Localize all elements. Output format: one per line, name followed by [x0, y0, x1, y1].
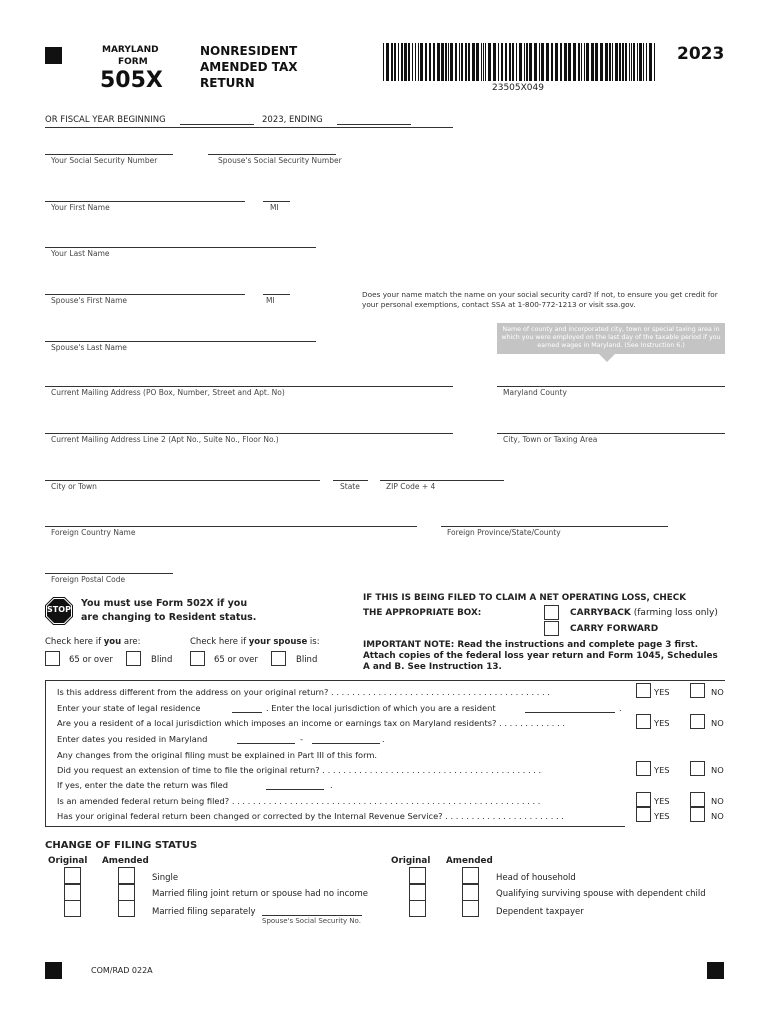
nol-line1: IF THIS IS BEING FILED TO CLAIM A NET OPERATING LOSS, CHECK	[363, 593, 687, 603]
form-number: 505X	[100, 68, 163, 93]
barcode-bar	[643, 43, 644, 81]
q8-no-label: NO	[711, 796, 724, 806]
address2-label: Current Mailing Address Line 2 (Apt No., Suite No., Floor No.)	[51, 435, 279, 444]
you-65-label: 65 or over	[69, 655, 113, 665]
amended-header-left: Amended	[102, 856, 149, 866]
barcode-bar	[629, 43, 630, 81]
question-date-filed: If yes, enter the date the return was filed	[57, 780, 228, 790]
first-name-input[interactable]	[45, 201, 245, 202]
ssn-input[interactable]	[45, 154, 173, 155]
you-blind-checkbox[interactable]	[126, 651, 141, 666]
barcode-bar	[564, 43, 567, 81]
barcode-bar	[546, 43, 549, 81]
barcode-bar	[591, 43, 594, 81]
stop-line1: You must use Form 502X if you	[81, 598, 248, 609]
city-taxing-area-label: City, Town or Taxing Area	[503, 435, 598, 444]
barcode-bar	[383, 43, 384, 81]
barcode-bar	[445, 43, 447, 81]
barcode-bar	[472, 43, 475, 81]
joint-label: Married filing joint return or spouse had no income	[152, 889, 368, 899]
barcode-bar	[516, 43, 517, 81]
stop-line2: are changing to Resident status.	[81, 612, 257, 623]
foreign-province-input[interactable]	[441, 526, 668, 527]
mi-input[interactable]	[263, 201, 290, 202]
carryback-label	[570, 608, 718, 618]
county-tooltip-pointer	[599, 354, 615, 362]
spouse-blind-checkbox[interactable]	[271, 651, 286, 666]
spouse-last-name-label: Spouse's Last Name	[51, 343, 127, 352]
barcode-bar	[649, 43, 652, 81]
q9-no-label: NO	[711, 811, 724, 821]
q9-yes-checkbox[interactable]	[636, 807, 651, 822]
state-label: State	[340, 482, 360, 491]
you-blind-label: Blind	[151, 655, 173, 665]
barcode-bar	[646, 43, 647, 81]
foreign-country-input[interactable]	[45, 526, 417, 527]
question-changes-explained: Any changes from the original filing must be explained in Part III of this form.	[57, 750, 378, 760]
barcode-bar	[654, 43, 655, 81]
last-name-label: Your Last Name	[51, 249, 110, 258]
barcode-bar	[415, 43, 416, 81]
you-65-checkbox[interactable]	[45, 651, 60, 666]
barcode-bar	[612, 43, 613, 81]
registration-mark-bottom-right	[707, 962, 724, 979]
barcode-bar	[465, 43, 467, 81]
joint-amended-checkbox[interactable]	[118, 884, 135, 901]
single-original-checkbox[interactable]	[64, 867, 81, 884]
barcode-bar	[448, 43, 449, 81]
barcode-bar	[488, 43, 491, 81]
barcode-bar	[401, 43, 403, 81]
barcode-bar	[539, 43, 540, 81]
barcode-bar	[639, 43, 642, 81]
barcode-bar	[433, 43, 435, 81]
barcode-bar	[615, 43, 618, 81]
barcode-bar	[450, 43, 453, 81]
county-tooltip-text: Name of county and incorporated city, town or special taxing area in which you were employed on the last day of the taxable period if you earned wages in Maryland. (See Instruction 6.)	[501, 326, 721, 349]
hoh-label: Head of household	[496, 873, 576, 883]
maryland-label: MARYLAND	[102, 45, 159, 55]
state-residence-input[interactable]	[232, 712, 262, 713]
spouse-ssn-input[interactable]	[208, 154, 336, 155]
nol-line2: THE APPROPRIATE BOX:	[363, 608, 482, 618]
barcode-bar	[560, 43, 562, 81]
q6-yes-checkbox[interactable]	[636, 761, 651, 776]
barcode-bar	[524, 43, 525, 81]
first-name-label: Your First Name	[51, 203, 110, 212]
carryforward-checkbox[interactable]	[544, 621, 559, 636]
barcode-bar	[578, 43, 580, 81]
question-amended-federal: Is an amended federal return being filed? . . . . . . . . . . . . . . . . . . . . . . . . . . . . . . . . . . . . . . . . . . . . . . . . . . . . . . . . . . .	[57, 796, 541, 806]
q3-no-label: NO	[711, 718, 724, 728]
stop-sign-text: STOP	[47, 605, 71, 614]
check-spouse-label	[190, 637, 320, 647]
barcode-bar	[418, 43, 419, 81]
question-dates-resided: Enter dates you resided in Maryland	[57, 734, 208, 744]
important-note-line1: IMPORTANT NOTE: Read the instructions and complete page 3 first.	[363, 640, 699, 650]
name-match-note: Does your name match the name on your social security card? If not, to ensure you get credit for your personal exemptions, contact SSA at 1-800-772-1213 or visit ssa.gov.	[362, 290, 718, 309]
barcode-bar	[420, 43, 423, 81]
barcode-bar	[412, 43, 413, 81]
barcode-bar	[505, 43, 507, 81]
qss-original-checkbox[interactable]	[409, 884, 426, 901]
foreign-province-label: Foreign Province/State/County	[447, 528, 561, 537]
title-line2: AMENDED TAX	[200, 60, 298, 74]
barcode-bar	[429, 43, 431, 81]
carryforward-label: CARRY FORWARD	[570, 624, 659, 634]
question-extension: Did you request an extension of time to file the original return? . . . . . . . . . . . . . . . . . . . . . . . . . . . . . . . . . . . . . . . . . .	[57, 765, 542, 775]
fiscal-underline	[45, 127, 453, 128]
q6-no-label: NO	[711, 765, 724, 775]
important-note-line2: Attach copies of the federal loss year return and Form 1045, Schedules	[363, 651, 718, 661]
separate-label: Married filing separately	[152, 907, 256, 917]
separate-original-checkbox[interactable]	[64, 900, 81, 917]
resided-to-input[interactable]	[312, 743, 380, 744]
barcode-bar	[519, 43, 522, 81]
separate-amended-checkbox[interactable]	[118, 900, 135, 917]
city-taxing-area-input[interactable]	[497, 433, 725, 434]
barcode-bar	[425, 43, 427, 81]
foreign-country-label: Foreign Country Name	[51, 528, 136, 537]
check-spouse-suffix: is:	[307, 637, 320, 647]
check-you-suffix: are:	[121, 637, 141, 647]
barcode-bar	[625, 43, 627, 81]
q9-no-checkbox[interactable]	[690, 807, 705, 822]
city-input[interactable]	[45, 480, 320, 481]
check-you-bold: you	[103, 637, 122, 647]
barcode	[383, 43, 658, 81]
q8-no-checkbox[interactable]	[690, 792, 705, 807]
barcode-bar	[509, 43, 511, 81]
q8-yes-label: YES	[654, 796, 670, 806]
barcode-bar	[468, 43, 470, 81]
q6-no-checkbox[interactable]	[690, 761, 705, 776]
barcode-bar	[437, 43, 440, 81]
spouse-ssn-label: Spouse's Social Security Number	[218, 156, 342, 165]
q9-yes-label: YES	[654, 811, 670, 821]
foreign-postal-label: Foreign Postal Code	[51, 575, 126, 584]
dates-dash: -	[300, 734, 303, 744]
spouse-65-checkbox[interactable]	[190, 651, 205, 666]
barcode-bar	[404, 43, 407, 81]
questions-left-border	[45, 680, 46, 826]
last-name-input[interactable]	[45, 247, 316, 248]
maryland-county-input[interactable]	[497, 386, 725, 387]
registration-mark-top-left	[45, 47, 62, 64]
q2-end-period: .	[619, 703, 622, 713]
address1-label: Current Mailing Address (PO Box, Number, Street and Apt. No)	[51, 388, 285, 397]
q6-yes-label: YES	[654, 765, 670, 775]
resided-from-input[interactable]	[237, 743, 295, 744]
dependent-original-checkbox[interactable]	[409, 900, 426, 917]
barcode-bar	[529, 43, 532, 81]
carryback-checkbox[interactable]	[544, 605, 559, 620]
barcode-bar	[391, 43, 393, 81]
q3-no-checkbox[interactable]	[690, 714, 705, 729]
q3-yes-checkbox[interactable]	[636, 714, 651, 729]
barcode-bar	[622, 43, 624, 81]
spouse-first-name-input[interactable]	[45, 294, 245, 295]
barcode-bar	[551, 43, 553, 81]
spouse-65-label: 65 or over	[214, 655, 258, 665]
form-code: COM/RAD 022A	[91, 966, 153, 975]
title-line1: NONRESIDENT	[200, 44, 298, 58]
barcode-bar	[398, 43, 399, 81]
hoh-original-checkbox[interactable]	[409, 867, 426, 884]
ssn-label: Your Social Security Number	[51, 156, 158, 165]
carryback-text: CARRYBACK	[570, 608, 631, 618]
q1-no-checkbox[interactable]	[690, 683, 705, 698]
check-you-prefix: Check here if	[45, 637, 104, 647]
q8-yes-checkbox[interactable]	[636, 792, 651, 807]
barcode-bar	[476, 43, 479, 81]
address2-input[interactable]	[45, 433, 453, 434]
barcode-bar	[386, 43, 389, 81]
barcode-bar	[483, 43, 484, 81]
barcode-bar	[498, 43, 499, 81]
barcode-bar	[534, 43, 537, 81]
check-you-label	[45, 637, 141, 647]
qss-amended-checkbox[interactable]	[462, 884, 479, 901]
q1-yes-checkbox[interactable]	[636, 683, 651, 698]
spouse-first-name-label: Spouse's First Name	[51, 296, 128, 305]
maryland-county-label: Maryland County	[503, 388, 567, 397]
spouse-mi-input[interactable]	[263, 294, 290, 295]
tax-year: 2023	[677, 44, 725, 64]
question-irs-changed: Has your original federal return been changed or corrected by the Internal Revenue Service? . . . . . . . . . . . . . . . . . . . . . . .	[57, 811, 564, 821]
spouse-blind-label: Blind	[296, 655, 318, 665]
joint-original-checkbox[interactable]	[64, 884, 81, 901]
question-local-tax: Are you a resident of a local jurisdiction which imposes an income or earnings tax on Maryland residents? . . . . . . . . . . . . .	[57, 718, 565, 728]
check-spouse-bold: your spouse	[248, 637, 308, 647]
barcode-bar	[568, 43, 571, 81]
fiscal-begin-input[interactable]	[180, 124, 254, 125]
spouse-mi-label: MI	[266, 296, 275, 305]
barcode-bar	[555, 43, 558, 81]
title-line3: RETURN	[200, 76, 255, 90]
barcode-bar	[461, 43, 463, 81]
fiscal-end-input[interactable]	[337, 124, 411, 125]
barcode-bar	[609, 43, 611, 81]
question-address-different: Is this address different from the address on your original return? . . . . . . . . . . . . . . . . . . . . . . . . . . . . . . . . . . . . . . . . . .	[57, 687, 550, 697]
questions-bottom-border	[45, 826, 625, 827]
barcode-bar	[455, 43, 457, 81]
dependent-label: Dependent taxpayer	[496, 907, 584, 917]
amended-header-right: Amended	[446, 856, 493, 866]
zip-label: ZIP Code + 4	[386, 482, 436, 491]
dependent-amended-checkbox[interactable]	[462, 900, 479, 917]
barcode-bar	[394, 43, 396, 81]
form-label: FORM	[118, 57, 148, 67]
spouse-ssn-filing-input[interactable]	[262, 915, 362, 916]
fiscal-year-ending: 2023, ENDING	[262, 115, 323, 125]
question-local-jurisdiction: . Enter the local jurisdiction of which you are a resident	[266, 703, 496, 713]
barcode-bar	[512, 43, 514, 81]
city-label: City or Town	[51, 482, 97, 491]
barcode-bar	[459, 43, 460, 81]
important-note-line3: A and B. See Instruction 13.	[363, 662, 502, 672]
barcode-bar	[605, 43, 608, 81]
q1-no-label: NO	[711, 687, 724, 697]
filing-status-title: CHANGE OF FILING STATUS	[45, 840, 198, 851]
spouse-ssn-filing-label: Spouse's Social Security No.	[262, 917, 361, 925]
barcode-bar	[481, 43, 482, 81]
original-header-left: Original	[48, 856, 88, 866]
barcode-bar	[493, 43, 496, 81]
carryback-note: (farming loss only)	[633, 608, 718, 618]
hoh-amended-checkbox[interactable]	[462, 867, 479, 884]
single-label: Single	[152, 873, 179, 883]
barcode-bar	[541, 43, 544, 81]
barcode-bar	[441, 43, 444, 81]
barcode-bar	[485, 43, 486, 81]
local-jurisdiction-input[interactable]	[525, 712, 615, 713]
barcode-bar	[619, 43, 621, 81]
mi-label: MI	[270, 203, 279, 212]
check-spouse-prefix: Check here if	[190, 637, 249, 647]
q7-end-period: .	[330, 780, 333, 790]
questions-top-border	[45, 680, 725, 681]
date-filed-input[interactable]	[266, 789, 324, 790]
spouse-last-name-input[interactable]	[45, 341, 316, 342]
barcode-bar	[526, 43, 528, 81]
barcode-bar	[573, 43, 576, 81]
qss-label: Qualifying surviving spouse with dependent child	[496, 889, 706, 899]
barcode-bar	[637, 43, 638, 81]
registration-mark-bottom-left	[45, 962, 62, 979]
q3-yes-label: YES	[654, 718, 670, 728]
question-state-residence: Enter your state of legal residence	[57, 703, 201, 713]
foreign-postal-input[interactable]	[45, 573, 173, 574]
barcode-bar	[584, 43, 585, 81]
state-input[interactable]	[333, 480, 368, 481]
barcode-text: 23505X049	[492, 83, 544, 93]
barcode-bar	[408, 43, 410, 81]
single-amended-checkbox[interactable]	[118, 867, 135, 884]
original-header-right: Original	[391, 856, 431, 866]
barcode-bar	[600, 43, 603, 81]
barcode-bar	[586, 43, 589, 81]
q1-yes-label: YES	[654, 687, 670, 697]
barcode-bar	[633, 43, 635, 81]
barcode-bar	[501, 43, 503, 81]
address1-input[interactable]	[45, 386, 453, 387]
barcode-bar	[631, 43, 632, 81]
q4-end-period: .	[382, 734, 385, 744]
barcode-bar	[595, 43, 598, 81]
zip-input[interactable]	[380, 480, 504, 481]
barcode-bar	[581, 43, 582, 81]
fiscal-year-beginning: OR FISCAL YEAR BEGINNING	[45, 115, 166, 125]
